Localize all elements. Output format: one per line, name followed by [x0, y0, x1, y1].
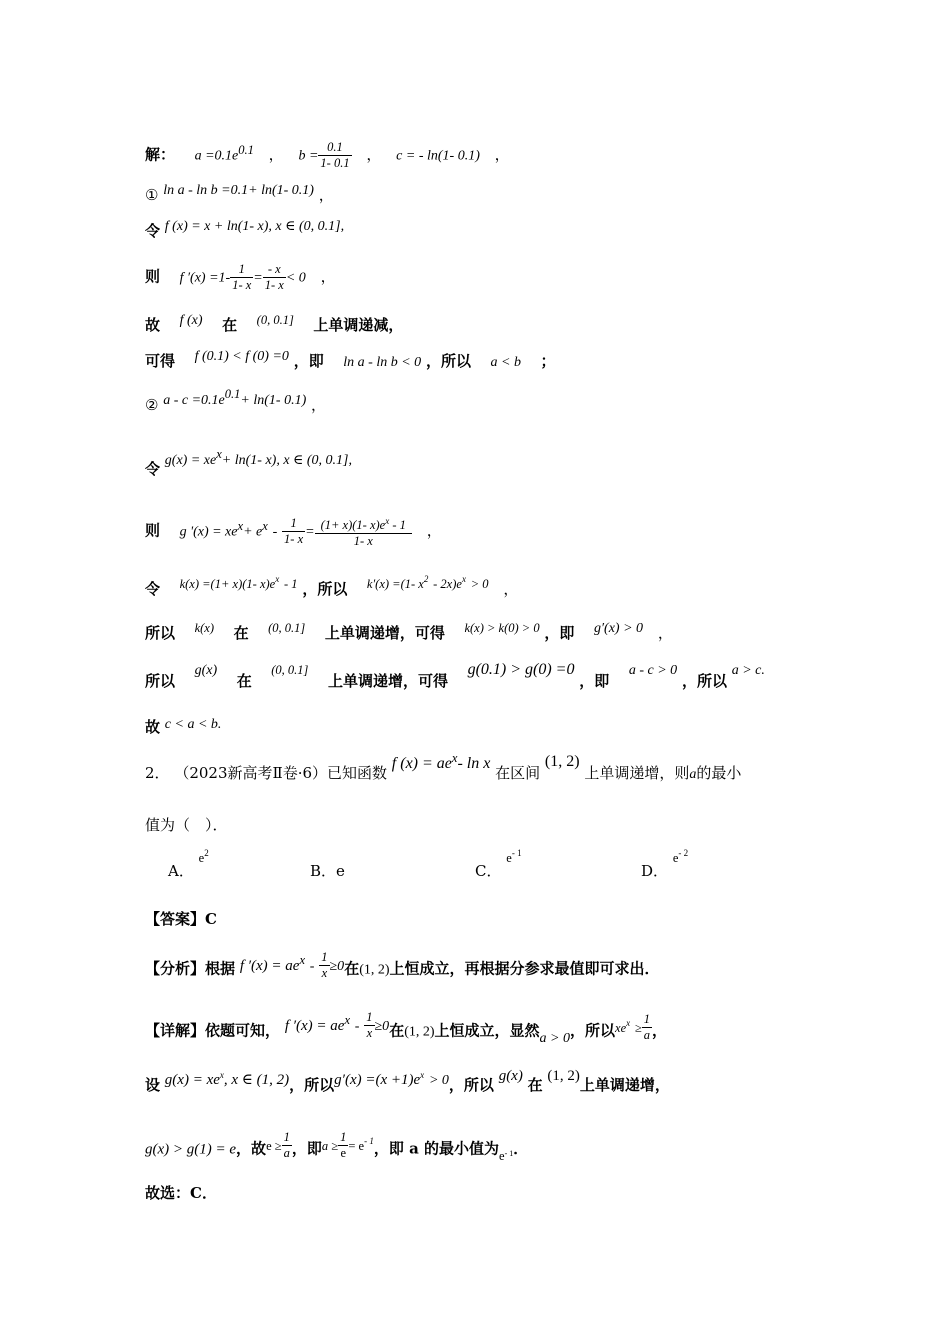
fraction-b: $\frac{0.1}{1- 0.1}$ — [320, 140, 350, 170]
fraction: $\frac{1}{x}$ — [366, 1010, 373, 1040]
ge: ≥ — [634, 1020, 642, 1035]
word-ji: ，即 — [544, 624, 575, 642]
word-ze: 则 — [145, 521, 161, 540]
word-zai: 在 — [222, 316, 238, 334]
expr-ln-part: + ln(1- 0.1) — [240, 393, 307, 408]
solution-line-8 — [145, 447, 800, 482]
exponent: x — [237, 518, 244, 533]
option-c-exp: - 1 — [511, 848, 522, 858]
comma: ， — [366, 145, 382, 164]
expr-fprime: f ′(x) =1- — [179, 270, 231, 286]
word-gu: 故 — [145, 718, 161, 736]
comma: ， — [657, 624, 673, 642]
option-a[interactable] — [168, 848, 209, 881]
word-suoyi: ，所以 — [570, 1021, 616, 1040]
expr-ge0: ≥0 — [374, 1018, 390, 1034]
expr-a-ge: a ≥ — [321, 1138, 339, 1153]
fraction-2: $\frac{- x}{1- x}$ — [264, 262, 284, 292]
exponent: - 1 — [364, 1135, 374, 1146]
expr-ln-lt0: ln a - ln b < 0 — [343, 355, 422, 370]
solution-line-6 — [145, 350, 800, 374]
expr-a-minus-c-gt0: a - c > 0 — [628, 663, 678, 678]
word-suoyi: ，所以 — [289, 1076, 335, 1094]
final-answer-text: 故选：C． — [145, 1184, 217, 1202]
expr-a: a =0.1e — [194, 148, 239, 164]
detail-line-1 — [145, 1010, 800, 1047]
option-c-base: e — [506, 851, 512, 865]
expr-f-compare: f (0.1) < f (0) =0 — [194, 349, 289, 364]
option-c[interactable] — [475, 848, 522, 881]
comma: ， — [652, 1021, 668, 1040]
comma: ， — [426, 521, 442, 540]
word-suoyi: 所以 — [145, 624, 176, 642]
expr-part: - 2x)e — [433, 577, 462, 591]
solution-line-9 — [145, 514, 800, 549]
analysis-text-tail: 上恒成立，再根据分参求最值即可求出． — [389, 959, 660, 978]
word-zai: 在 — [233, 624, 249, 642]
expr-tail: - 1 — [283, 577, 298, 591]
expr-fprime: f ′(x) = ae — [239, 957, 300, 974]
interval: (1, 2) — [544, 753, 580, 770]
comma: ， — [494, 145, 510, 164]
equals: = — [253, 270, 263, 286]
option-a-label: A． — [168, 862, 194, 880]
expr-gt0: > 0 — [470, 577, 489, 591]
word-kede: 可得 — [145, 352, 176, 370]
expr-kx: k(x) — [194, 621, 214, 635]
word-ling: 令 — [145, 580, 161, 598]
expr-g-def: g(x) = xe — [164, 453, 217, 468]
word-suoyi: ，所以 — [448, 1076, 494, 1094]
detail-text-2: 上恒成立，显然 — [434, 1021, 540, 1040]
solution-line-12 — [145, 661, 800, 694]
exponent: 2 — [423, 574, 429, 584]
expr-a-exp: 0.1 — [238, 142, 254, 157]
question-number: 2． — [145, 764, 170, 782]
interval: (0, 0.1] — [268, 621, 306, 635]
expr-a-minus-c: a - c =0.1e — [163, 393, 225, 408]
option-b-label: B．e — [310, 862, 345, 880]
word-gu: ，故 — [236, 1139, 267, 1158]
detail-line-3 — [145, 1130, 800, 1165]
expr-kprime: k′(x) =(1- x — [366, 577, 424, 591]
fraction: $\frac{1}{a}$ — [283, 1130, 290, 1160]
fraction: $\frac{1}{x}$ — [321, 950, 328, 980]
expr-g-def: g(x) = xe — [164, 1072, 220, 1088]
expr-b-left: b = — [298, 148, 319, 164]
word-ji: ，即 — [291, 1139, 322, 1158]
expr-ln-diff: ln a - ln b =0.1+ ln(1- 0.1) — [163, 183, 314, 198]
expr-a-gt-c: a > c. — [731, 663, 765, 678]
word-suoyi: ，所以 — [302, 580, 348, 598]
exponent: 0.1 — [224, 387, 241, 401]
word-ling: 令 — [145, 460, 161, 478]
comma: ， — [311, 396, 327, 414]
word-ling: 令 — [145, 222, 161, 240]
fraction: $\frac{1}{a}$ — [643, 1012, 651, 1042]
exponent: x — [626, 1017, 631, 1028]
answer: 【答案】C — [145, 910, 217, 928]
expr-g-compare: g(x) > g(1) = e — [145, 1141, 237, 1158]
expr-k-def: k(x) =(1+ x)(1- x)e — [179, 577, 276, 591]
expr-fx: f (x) — [179, 313, 203, 328]
detail-label: 【详解】 — [145, 1021, 206, 1040]
expr-g-def-tail: + ln(1- x), x ∈ (0, 0.1], — [221, 453, 353, 468]
interval: (1, 2) — [404, 1024, 435, 1040]
question-source: （2023新高考Ⅱ卷·6）已知函数 — [174, 764, 388, 782]
option-c-label: C． — [475, 862, 502, 880]
exponent: x — [420, 1070, 425, 1080]
var-a: a — [689, 767, 697, 782]
option-d-exp: - 2 — [678, 848, 689, 858]
option-a-exp: 2 — [204, 848, 209, 858]
interval: (0, 0.1] — [256, 313, 294, 327]
analysis-line — [145, 950, 800, 985]
circle-one: ① — [145, 186, 159, 204]
fraction-1: $\frac{1}{1- x}$ — [284, 516, 304, 547]
expr-plus-e: + e — [243, 524, 263, 540]
solution-line-11 — [145, 622, 800, 646]
semicolon: ； — [540, 352, 556, 370]
solution-line-4 — [145, 262, 800, 293]
expr-g-compare: g(0.1) > g(0) =0 — [467, 661, 575, 678]
expr-gt0: > 0 — [428, 1073, 449, 1088]
circle-two: ② — [145, 396, 159, 414]
interval: (0, 0.1] — [271, 663, 309, 677]
fraction-1: $\frac{1}{1- x}$ — [232, 262, 252, 292]
word-gu: 故 — [145, 316, 161, 334]
expr-c: c = - ln(1- 0.1) — [396, 148, 480, 164]
solution-line-13 — [145, 716, 800, 740]
comma: ， — [318, 186, 334, 204]
minus: - — [354, 1018, 360, 1034]
word-zai: 在 — [389, 1021, 405, 1040]
word-ze: 则 — [145, 267, 161, 286]
word-suoyi: ，所以 — [425, 352, 471, 370]
word-she: 设 — [145, 1076, 161, 1094]
interval: (1, 2) — [547, 1068, 580, 1084]
text-decreasing: 上单调递减， — [313, 316, 404, 334]
expr-a-lt-b: a < b — [490, 355, 521, 370]
text-min-value: ，即 a 的最小值为 — [373, 1139, 500, 1158]
expr-conclusion: c < a < b. — [164, 717, 222, 732]
expr-gx: g(x) — [498, 1068, 523, 1084]
word-zai: 在 — [236, 672, 252, 690]
minus: - — [309, 958, 315, 974]
comma: ， — [503, 580, 519, 598]
min-value: e — [499, 1148, 505, 1163]
exponent: x — [461, 574, 466, 584]
solution-label: 解： — [145, 145, 176, 164]
exponent: - 1 — [504, 1148, 514, 1158]
interval: (1, 2) — [359, 962, 390, 978]
exponent: x — [344, 1012, 351, 1027]
text-increasing: 上单调递增，可得 — [327, 672, 448, 690]
comma: ， — [320, 267, 336, 286]
expr-gprime-gt0: g′(x) > 0 — [593, 621, 644, 636]
minus: - — [272, 524, 278, 540]
solution-line-1 — [145, 140, 800, 171]
solution-line-5 — [145, 314, 800, 338]
analysis-text: 根据 — [205, 959, 236, 978]
solution-line-3 — [145, 220, 800, 244]
expr-gprime: g '(x) = xe — [179, 524, 238, 540]
expr-f-def: f (x) = ae — [391, 755, 452, 772]
text-increasing: 上单调递增， — [579, 1076, 670, 1094]
word-suoyi: ，所以 — [681, 672, 727, 690]
option-d-label: D． — [641, 862, 669, 880]
expr-xe: xe — [615, 1020, 627, 1035]
exponent: x — [262, 518, 268, 533]
expr-e-ge: e ≥ — [266, 1138, 282, 1153]
word-suoyi: 所以 — [145, 672, 176, 690]
expr-lt0: < 0 — [285, 270, 306, 286]
solution-line-7 — [145, 387, 800, 418]
period: ． — [513, 1139, 529, 1158]
fraction: $\frac{1}{e}$ — [340, 1130, 347, 1160]
question-tail: 值为（ ）． — [145, 816, 228, 834]
word-ji: ，即 — [293, 352, 324, 370]
expr-k-compare: k(x) > k(0) > 0 — [464, 621, 540, 635]
expr-a-gt0: a > 0 — [539, 1030, 570, 1046]
expr-fprime: f ′(x) = ae — [284, 1017, 345, 1034]
final-answer — [145, 1182, 800, 1204]
option-d-base: e — [672, 851, 679, 865]
word-ji: ，即 — [579, 672, 610, 690]
detail-text: 依题可知， — [205, 1021, 281, 1040]
text-min: 的最小 — [696, 764, 742, 782]
text-interval: 在区间 — [495, 764, 541, 782]
option-a-base: e — [198, 851, 205, 865]
solution-line-10 — [145, 574, 800, 601]
expr-gx: g(x) — [194, 663, 218, 678]
expr-f-def: f (x) = x + ln(1- x), x ∈ (0, 0.1], — [164, 219, 345, 234]
expr-ge0: ≥0 — [329, 958, 345, 974]
exponent: x — [451, 751, 458, 765]
detail-line-2 — [145, 1068, 800, 1098]
word-zai: 在 — [527, 1076, 543, 1094]
expr-tail: - ln x — [457, 755, 491, 772]
exponent: x — [299, 952, 306, 967]
word-zai: 在 — [344, 959, 360, 978]
text-increasing: 上单调递增，则 — [584, 764, 690, 782]
solution-line-2 — [145, 184, 800, 208]
question-2-line-2 — [145, 814, 800, 836]
comma: ， — [268, 145, 284, 164]
question-2-line-1 — [145, 751, 800, 786]
expr-eq-e: = e — [348, 1138, 365, 1153]
equals: = — [305, 524, 315, 540]
exponent: x — [216, 447, 222, 461]
exponent: x — [275, 574, 280, 584]
option-d[interactable] — [641, 848, 689, 881]
fraction-big: $\frac{(1+ x)(1- x)e^x - 1}{1- x}$ — [315, 514, 412, 549]
answer-line — [145, 908, 800, 930]
expr-gprime: g′(x) =(x +1)e — [334, 1072, 421, 1088]
text-increasing: 上单调递增，可得 — [324, 624, 445, 642]
analysis-label: 【分析】 — [145, 959, 206, 978]
exponent: x — [219, 1070, 224, 1080]
option-b[interactable] — [310, 860, 345, 881]
expr-domain: , x ∈ (1, 2) — [223, 1072, 290, 1088]
